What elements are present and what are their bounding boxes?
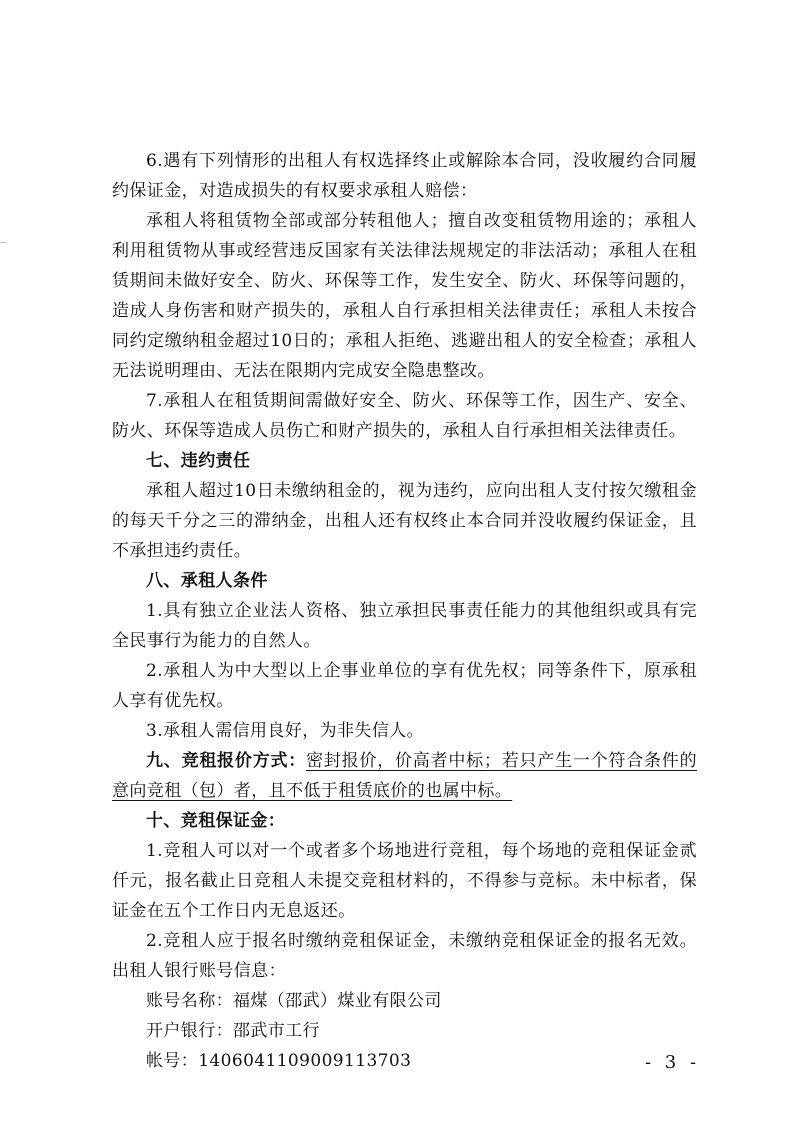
- section-10-heading: 十、竞租保证金：: [146, 811, 286, 831]
- section-8-item-2: 2.承租人为中大型以上企事业单位的享有优先权；同等条件下，原承租人享有优先权。: [112, 661, 697, 711]
- section-7-body: 承租人超过10日未缴纳租金的，视为违约，应向出租人支付按欠缴租金的每天千分之三的滞纳金，出租人还有权终止本合同并没收履约保证金，且不承担违约责任。: [112, 481, 697, 561]
- scan-edge-mark: [0, 242, 6, 243]
- section-8-heading: 八、承租人条件: [146, 571, 268, 591]
- page-number: - 3 -: [645, 1052, 701, 1073]
- section-9-heading: 九、竞租报价方式：: [146, 751, 307, 771]
- section-10-item-1: 1.竞租人可以对一个或者多个场地进行竞租，每个场地的竞租保证金贰仟元，报名截止日竞租人未提交竞租材料的，不得参与竞标。未中标者，保证金在五个工作日内无息返还。: [112, 841, 697, 921]
- section-8-item-3: 3.承租人需信用良好，为非失信人。: [146, 721, 425, 741]
- section-8-item-1: 1.具有独立企业法人资格、独立承担民事责任能力的其他组织或具有完全民事行为能力的自然人。: [112, 601, 697, 651]
- clause-7: 7.承租人在租赁期间需做好安全、防火、环保等工作，因生产、安全、防火、环保等造成人员伤亡和财产损失的，承租人自行承担相关法律责任。: [112, 391, 697, 441]
- clause-6-title: 6.遇有下列情形的出租人有权选择终止或解除本合同，没收履约合同履约保证金，对造成损失的有权要求承租人赔偿：: [112, 151, 697, 201]
- account-number: 帐号：1406041109009113703: [146, 1051, 412, 1071]
- account-name: 账号名称：福煤（邵武）煤业有限公司: [146, 991, 442, 1011]
- section-9-body: 密封报价，价高者中标；若只产生一个符合条件的意向竞租（包）者，且不低于租赁底价的也属中标。: [112, 751, 697, 801]
- section-7-heading: 七、违约责任: [146, 451, 251, 471]
- section-9: [112, 746, 697, 806]
- section-10-item-2: 2.竞租人应于报名时缴纳竞租保证金，未缴纳竞租保证金的报名无效。出租人银行账号信息：: [112, 931, 697, 981]
- bank-name: 开户银行：邵武市工行: [146, 1021, 320, 1041]
- page-content: [112, 146, 697, 1076]
- clause-6-detail: 承租人将租赁物全部或部分转租他人；擅自改变租赁物用途的；承租人利用租赁物从事或经营违反国家有关法律法规规定的非法活动；承租人在租赁期间未做好安全、防火、环保等工作，发生安全、防火、环保等问题的，造成人身伤害和财产损失的，承租人自行承担相关法律责任；承租人未按合同约定缴纳租金超过10日的；承租人拒绝、逃避出租人的安全检查；承租人无法说明理由、无法在限期内完成安全隐患整改。: [112, 211, 697, 381]
